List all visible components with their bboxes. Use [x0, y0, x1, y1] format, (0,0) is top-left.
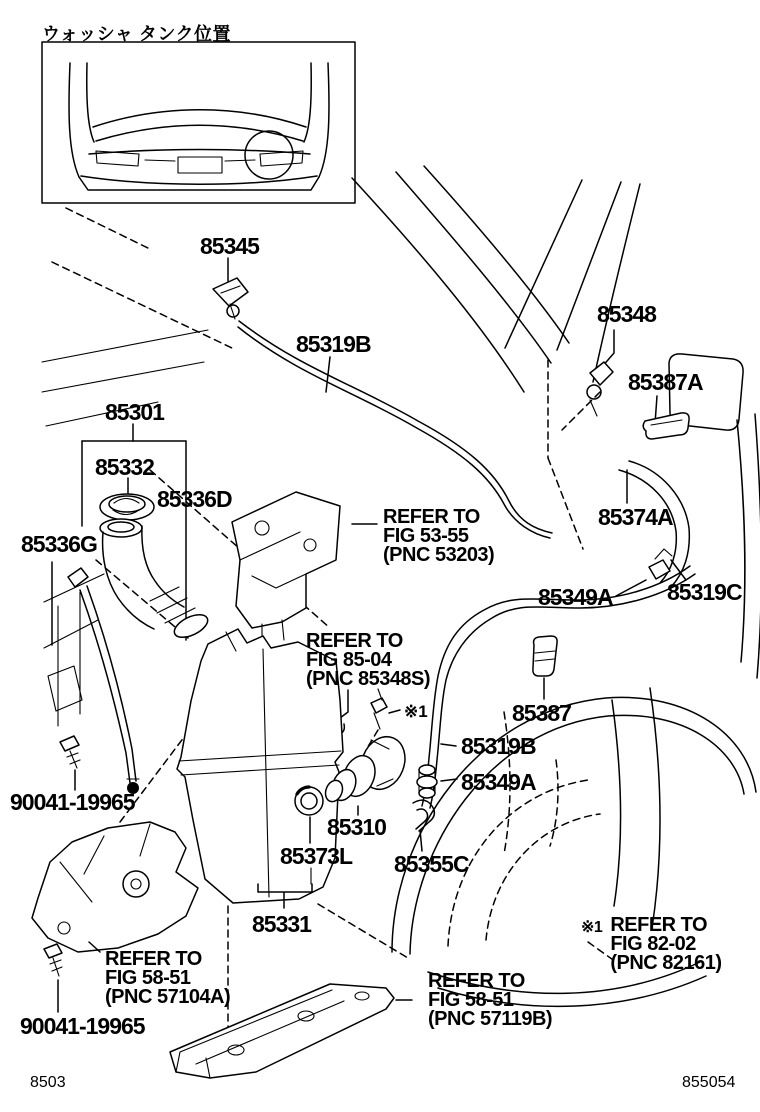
ref-line: (PNC 85348S): [306, 668, 431, 690]
footer-page-code: 8503: [30, 1074, 66, 1091]
under-cover-drawing: [32, 822, 198, 952]
ref-line: FIG 85-04: [306, 649, 392, 671]
tank-location-highlight-circle: [245, 131, 293, 179]
ref-line: FIG 82-02: [610, 933, 696, 955]
part-label-85345[interactable]: 85345: [200, 233, 259, 259]
ref-marker-1: ※1: [404, 702, 428, 721]
part-label-90041-19965-lower[interactable]: 90041-19965: [20, 1013, 145, 1039]
ref-line: REFER TO: [383, 506, 480, 528]
ref-line: FIG 58-51: [105, 967, 191, 989]
part-label-85336d[interactable]: 85336D: [157, 486, 232, 512]
part-label-85319b-mid[interactable]: 85319B: [461, 733, 536, 759]
ref-line: (PNC 53203): [383, 544, 495, 566]
part-label-85373l[interactable]: 85373L: [280, 843, 353, 869]
washer-nozzle-rear-drawing: [587, 330, 614, 416]
reference-note-fig-58-51-b: [428, 972, 552, 1029]
reference-note-fig-58-51-a: [105, 950, 230, 1007]
page-title: ウォッシャ タンク位置: [42, 24, 232, 44]
part-label-85331[interactable]: 85331: [252, 911, 311, 937]
ref-marker-1-note: ※1: [581, 919, 603, 936]
ref-line: (PNC 57119B): [428, 1008, 553, 1030]
bolt-upper-drawing: [60, 736, 80, 790]
ref-line: REFER TO: [306, 630, 403, 652]
part-label-85349a-rear[interactable]: 85349A: [538, 584, 613, 610]
part-label-85387[interactable]: 85387: [512, 700, 571, 726]
part-label-85355c[interactable]: 85355C: [394, 851, 469, 877]
tank-location-inset: [42, 42, 355, 203]
reference-note-fig-53-55: [383, 508, 494, 565]
tank-bracket-drawing: [232, 492, 340, 648]
washer-nozzle-front-drawing: [213, 258, 248, 319]
part-label-85348[interactable]: 85348: [597, 301, 656, 327]
part-label-85387a[interactable]: 85387A: [628, 369, 703, 395]
reference-note-fig-82-02: [581, 916, 722, 973]
ref-line: (PNC 57104A): [105, 986, 231, 1008]
ref-line: REFER TO: [105, 948, 202, 970]
level-hose-drawing: [52, 562, 139, 794]
bolt-lower-drawing: [44, 944, 62, 1012]
grommet-85387a-drawing: [643, 396, 689, 439]
part-label-85349a-mid[interactable]: 85349A: [461, 769, 536, 795]
tank-inlet-drawing: [100, 519, 211, 642]
part-label-85319c[interactable]: 85319C: [667, 579, 742, 605]
footer-figure-code: 855054: [682, 1074, 736, 1091]
car-front-drawing: [69, 63, 329, 190]
part-label-85374a[interactable]: 85374A: [598, 504, 673, 530]
hose-clip-85387-drawing: [533, 636, 557, 699]
part-label-85336g[interactable]: 85336G: [21, 531, 97, 557]
ref-line: REFER TO: [428, 970, 525, 992]
tank-cap-drawing: [100, 478, 154, 520]
part-label-85332[interactable]: 85332: [95, 454, 154, 480]
part-label-90041-19965-upper[interactable]: 90041-19965: [10, 789, 135, 815]
ref-line: REFER TO: [610, 914, 708, 936]
part-label-85301[interactable]: 85301: [105, 399, 164, 425]
part-label-85319b-front[interactable]: 85319B: [296, 331, 371, 357]
check-valve-drawing: [371, 689, 400, 729]
ref-line: (PNC 82161): [610, 952, 722, 974]
hose-joint-drawing: [417, 744, 457, 798]
ref-line: FIG 53-55: [383, 525, 469, 547]
part-label-85310[interactable]: 85310: [327, 814, 386, 840]
ref-line: FIG 58-51: [428, 989, 514, 1011]
ref-lines: [610, 916, 721, 973]
reference-note-fig-85-04: [306, 632, 430, 689]
